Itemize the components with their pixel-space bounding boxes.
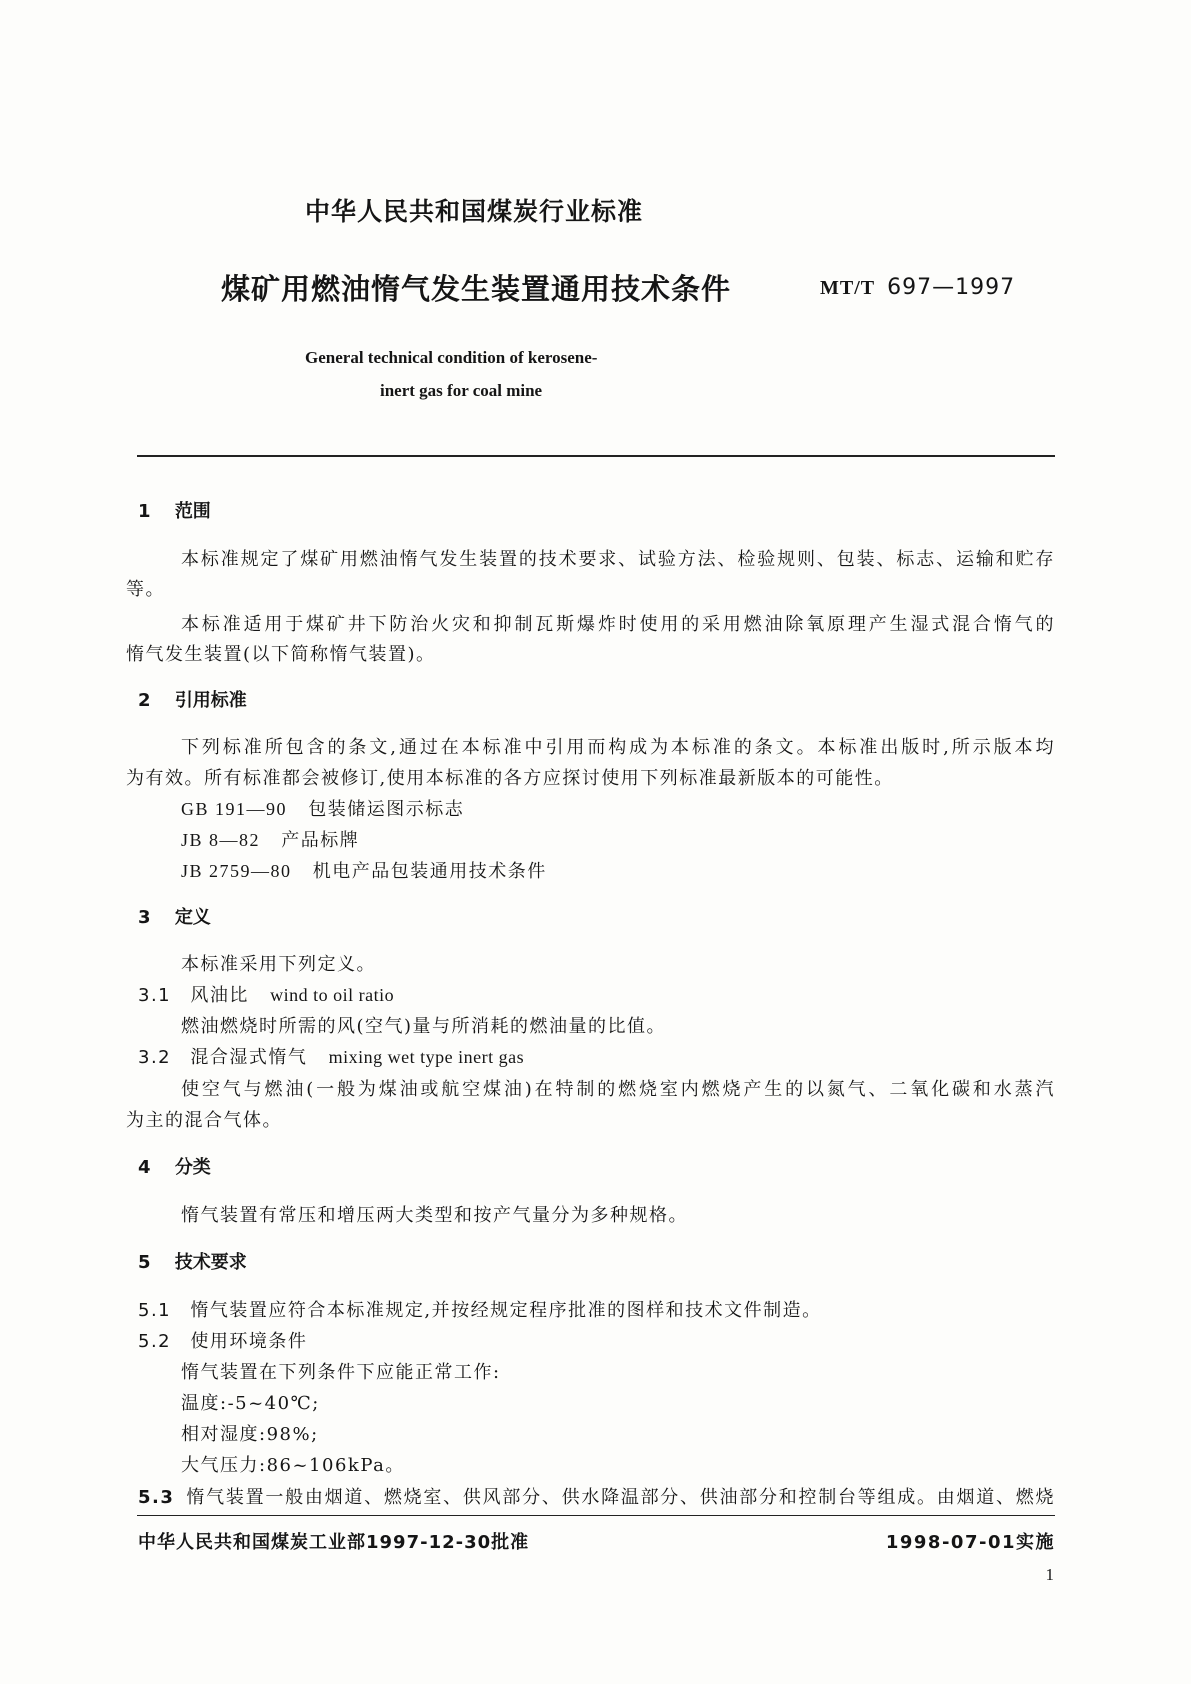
section-title: 定义: [174, 907, 211, 928]
section-heading: [138, 1153, 211, 1179]
definition-term: 混合湿式惰气: [190, 1047, 308, 1068]
clause-text: 惰气装置一般由烟道、燃烧室、供风部分、供水降温部分、供油部分和控制台等组成。由烟道、燃烧: [186, 1487, 1055, 1508]
clause-number: 5.2: [138, 1331, 172, 1352]
condition-humidity: 相对湿度:98%;: [181, 1424, 319, 1445]
footer-rule: [137, 1515, 1055, 1516]
definition-term-en: mixing wet type inert gas: [328, 1047, 525, 1067]
definition-term-en: wind to oil ratio: [270, 985, 395, 1005]
definition-term: 风油比: [190, 985, 249, 1006]
org-title: 中华人民共和国煤炭行业标准: [305, 197, 644, 226]
english-title-line2: inert gas for coal mine: [380, 381, 543, 400]
reference-item: [181, 826, 359, 852]
section-title: 技术要求: [174, 1252, 247, 1273]
clause-number: 3.1: [138, 985, 172, 1006]
paragraph-line: 等。: [126, 579, 165, 600]
paragraph-line: 为有效。所有标准都会被修订,使用本标准的各方应探讨使用下列标准最新版本的可能性。: [126, 768, 894, 789]
section-number: 4: [138, 1157, 151, 1178]
section-title: 引用标准: [174, 690, 247, 711]
standard-code: 697—1997: [887, 275, 1016, 300]
clause-number: 5.3: [138, 1487, 175, 1508]
paragraph-line: 燃油燃烧时所需的风(空气)量与所消耗的燃油量的比值。: [181, 1016, 667, 1037]
paragraph-line: 惰气装置在下列条件下应能正常工作:: [181, 1362, 501, 1383]
section-heading: [138, 903, 211, 929]
reference-item: [181, 857, 547, 883]
reference-name: 产品标牌: [281, 830, 360, 851]
definition-heading: [138, 981, 394, 1007]
paragraph-line: 本标准采用下列定义。: [181, 954, 376, 975]
reference-code: GB 191—90: [181, 799, 288, 819]
reference-item: [181, 795, 464, 821]
paragraph-line: 本标准适用于煤矿井下防治火灾和抑制瓦斯爆炸时使用的采用燃油除氧原理产生湿式混合惰气的: [181, 614, 1055, 635]
paragraph-line: 下列标准所包含的条文,通过在本标准中引用而构成为本标准的条文。本标准出版时,所示版本均: [181, 737, 1055, 758]
clause-number: 5.1: [138, 1300, 172, 1321]
paragraph-line: 本标准规定了煤矿用燃油惰气发生装置的技术要求、试验方法、检验规则、包装、标志、运输和贮存: [181, 549, 1055, 570]
section-heading: [138, 686, 247, 712]
clause: [138, 1296, 822, 1322]
paragraph-line: 惰气装置有常压和增压两大类型和按产气量分为多种规格。: [181, 1205, 688, 1226]
paragraph-line: 惰气发生装置(以下简称惰气装置)。: [126, 644, 436, 665]
section-number: 1: [138, 501, 151, 522]
section-title: 分类: [174, 1157, 211, 1178]
section-heading: [138, 1248, 247, 1274]
paragraph-line: 为主的混合气体。: [126, 1110, 282, 1131]
reference-name: 包装储运图示标志: [308, 799, 465, 820]
section-number: 2: [138, 690, 151, 711]
reference-code: JB 8—82: [181, 830, 261, 850]
section-heading: [138, 497, 211, 523]
document-title: 煤矿用燃油惰气发生装置通用技术条件: [221, 272, 732, 306]
reference-code: JB 2759—80: [181, 861, 292, 881]
approval-line: 中华人民共和国煤炭工业部1997-12-30批准: [138, 1532, 530, 1553]
section-title: 范围: [174, 501, 211, 522]
effective-date: 1998-07-01实施: [885, 1532, 1055, 1553]
standard-number: [820, 275, 1015, 300]
paragraph-line: 使空气与燃油(一般为煤油或航空煤油)在特制的燃烧室内燃烧产生的以氮气、二氧化碳和水蒸汽: [181, 1079, 1055, 1100]
reference-name: 机电产品包装通用技术条件: [312, 861, 547, 882]
condition-temperature: 温度:-5~40℃;: [181, 1393, 320, 1414]
standard-prefix: MT/T: [820, 277, 876, 299]
page-number: 1: [1045, 1565, 1054, 1584]
definition-heading: [138, 1043, 524, 1069]
clause-number: 3.2: [138, 1047, 172, 1068]
clause-title: 使用环境条件: [190, 1331, 308, 1352]
section-number: 5: [138, 1252, 151, 1273]
english-title-line1: General technical condition of kerosene-: [305, 348, 598, 367]
section-number: 3: [138, 907, 151, 928]
clause: [138, 1327, 307, 1353]
clause: [138, 1483, 1055, 1509]
header-rule: [137, 455, 1055, 457]
clause-text: 惰气装置应符合本标准规定,并按经规定程序批准的图样和技术文件制造。: [190, 1300, 822, 1321]
condition-pressure: 大气压力:86~106kPa。: [181, 1455, 405, 1476]
